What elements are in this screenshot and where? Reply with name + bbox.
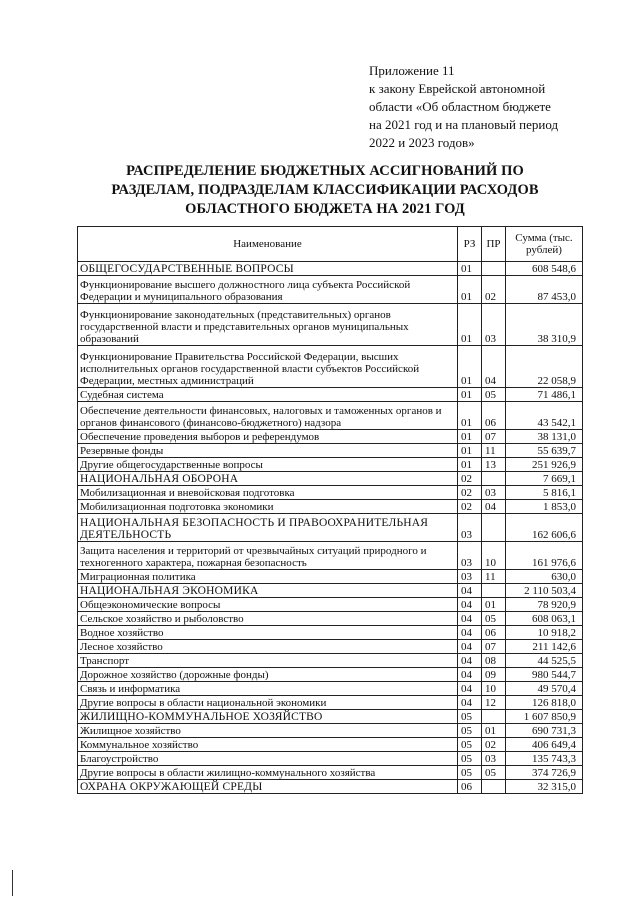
section-row bbox=[78, 780, 583, 794]
table-row bbox=[78, 598, 583, 612]
appendix-line: на 2021 год и на плановый период bbox=[369, 117, 559, 132]
section-row bbox=[78, 710, 583, 724]
cell-sum: 1 853,0 bbox=[506, 500, 583, 514]
cell-name: Водное хозяйство bbox=[78, 626, 458, 640]
cell-rz: 03 bbox=[458, 514, 482, 542]
cell-name: НАЦИОНАЛЬНАЯ БЕЗОПАСНОСТЬ И ПРАВООХРАНИТЕЛЬНАЯ ДЕЯТЕЛЬНОСТЬ bbox=[78, 514, 458, 542]
table-row bbox=[78, 724, 583, 738]
cell-name: Другие вопросы в области жилищно-коммунального хозяйства bbox=[78, 766, 458, 780]
cell-sum: 38 131,0 bbox=[506, 430, 583, 444]
table-row bbox=[78, 738, 583, 752]
cell-pr: 07 bbox=[482, 430, 506, 444]
cell-pr: 04 bbox=[482, 500, 506, 514]
cell-pr: 11 bbox=[482, 570, 506, 584]
cell-sum: 38 310,9 bbox=[506, 304, 583, 346]
cell-rz: 04 bbox=[458, 668, 482, 682]
table-row bbox=[78, 752, 583, 766]
table-row bbox=[78, 766, 583, 780]
cell-name: Лесное хозяйство bbox=[78, 640, 458, 654]
cell-name: Транспорт bbox=[78, 654, 458, 668]
cell-sum: 44 525,5 bbox=[506, 654, 583, 668]
cell-sum: 608 063,1 bbox=[506, 612, 583, 626]
appendix-line: 2022 и 2023 годов» bbox=[369, 135, 475, 150]
cell-pr bbox=[482, 514, 506, 542]
cell-name: Функционирование законодательных (представительных) органов государственной власти и представительных органов муниципальных образований bbox=[78, 304, 458, 346]
table-row bbox=[78, 346, 583, 388]
cell-pr: 08 bbox=[482, 654, 506, 668]
table-row bbox=[78, 486, 583, 500]
cell-name: Дорожное хозяйство (дорожные фонды) bbox=[78, 668, 458, 682]
cell-pr: 05 bbox=[482, 388, 506, 402]
cell-rz: 01 bbox=[458, 402, 482, 430]
table-row bbox=[78, 444, 583, 458]
cell-name: Мобилизационная и вневойсковая подготовка bbox=[78, 486, 458, 500]
table-row bbox=[78, 458, 583, 472]
cell-name: Коммунальное хозяйство bbox=[78, 738, 458, 752]
cell-rz: 01 bbox=[458, 262, 482, 276]
table-row bbox=[78, 612, 583, 626]
cell-pr: 13 bbox=[482, 458, 506, 472]
appendix-line: области «Об областном бюджете bbox=[369, 99, 551, 114]
cell-sum: 630,0 bbox=[506, 570, 583, 584]
table-row bbox=[78, 668, 583, 682]
cell-sum: 251 926,9 bbox=[506, 458, 583, 472]
table-row bbox=[78, 654, 583, 668]
cell-name: Судебная система bbox=[78, 388, 458, 402]
cell-pr: 05 bbox=[482, 612, 506, 626]
cell-name: Обеспечение проведения выборов и референдумов bbox=[78, 430, 458, 444]
cell-rz: 01 bbox=[458, 388, 482, 402]
cell-sum: 135 743,3 bbox=[506, 752, 583, 766]
cell-sum: 608 548,6 bbox=[506, 262, 583, 276]
cell-sum: 10 918,2 bbox=[506, 626, 583, 640]
cell-name: Сельское хозяйство и рыболовство bbox=[78, 612, 458, 626]
cell-rz: 02 bbox=[458, 472, 482, 486]
cell-name: Функционирование Правительства Российской Федерации, высших исполнительных органов государственной власти субъектов Российской Федерации, местных администраций bbox=[78, 346, 458, 388]
cell-pr bbox=[482, 472, 506, 486]
header-pr: ПР bbox=[482, 227, 506, 262]
cell-sum: 7 669,1 bbox=[506, 472, 583, 486]
table-row bbox=[78, 626, 583, 640]
cell-name: Миграционная политика bbox=[78, 570, 458, 584]
cell-sum: 126 818,0 bbox=[506, 696, 583, 710]
section-row bbox=[78, 514, 583, 542]
cell-name: Другие общегосударственные вопросы bbox=[78, 458, 458, 472]
cell-pr: 04 bbox=[482, 346, 506, 388]
cell-pr: 12 bbox=[482, 696, 506, 710]
cell-name: ЖИЛИЩНО-КОММУНАЛЬНОЕ ХОЗЯЙСТВО bbox=[78, 710, 458, 724]
cell-rz: 01 bbox=[458, 304, 482, 346]
cell-name: Функционирование высшего должностного лица субъекта Российской Федерации и муниципального образования bbox=[78, 276, 458, 304]
header-name: Наименование bbox=[78, 227, 458, 262]
cell-name: Общеэкономические вопросы bbox=[78, 598, 458, 612]
title-line: ОБЛАСТНОГО БЮДЖЕТА НА 2021 ГОД bbox=[185, 201, 465, 217]
table-row bbox=[78, 570, 583, 584]
cell-sum: 87 453,0 bbox=[506, 276, 583, 304]
cell-rz: 05 bbox=[458, 766, 482, 780]
cell-name: Мобилизационная подготовка экономики bbox=[78, 500, 458, 514]
cell-rz: 01 bbox=[458, 346, 482, 388]
cell-pr: 05 bbox=[482, 766, 506, 780]
cell-sum: 32 315,0 bbox=[506, 780, 583, 794]
cell-sum: 78 920,9 bbox=[506, 598, 583, 612]
appendix-note bbox=[369, 62, 629, 152]
cell-pr bbox=[482, 780, 506, 794]
cell-name: Защита населения и территорий от чрезвычайных ситуаций природного и техногенного характера, пожарная безопасность bbox=[78, 542, 458, 570]
title-line: РАЗДЕЛАМ, ПОДРАЗДЕЛАМ КЛАССИФИКАЦИИ РАСХОДОВ bbox=[111, 182, 539, 198]
cell-sum: 2 110 503,4 bbox=[506, 584, 583, 598]
cell-name: Жилищное хозяйство bbox=[78, 724, 458, 738]
header-sum: Сумма (тыс. рублей) bbox=[506, 227, 583, 262]
scan-margin-mark bbox=[12, 870, 13, 896]
table-row bbox=[78, 640, 583, 654]
table-row bbox=[78, 304, 583, 346]
header-rz: РЗ bbox=[458, 227, 482, 262]
cell-rz: 05 bbox=[458, 724, 482, 738]
cell-rz: 01 bbox=[458, 430, 482, 444]
table-body bbox=[78, 262, 583, 794]
document-title bbox=[90, 162, 560, 219]
cell-rz: 03 bbox=[458, 542, 482, 570]
cell-pr: 02 bbox=[482, 276, 506, 304]
cell-rz: 05 bbox=[458, 710, 482, 724]
cell-pr: 03 bbox=[482, 486, 506, 500]
cell-sum: 5 816,1 bbox=[506, 486, 583, 500]
cell-name: НАЦИОНАЛЬНАЯ ЭКОНОМИКА bbox=[78, 584, 458, 598]
cell-sum: 55 639,7 bbox=[506, 444, 583, 458]
table-row bbox=[78, 388, 583, 402]
cell-pr: 01 bbox=[482, 724, 506, 738]
cell-rz: 05 bbox=[458, 738, 482, 752]
table-header-row bbox=[78, 227, 583, 262]
cell-rz: 05 bbox=[458, 752, 482, 766]
cell-rz: 01 bbox=[458, 276, 482, 304]
cell-rz: 02 bbox=[458, 500, 482, 514]
section-row bbox=[78, 584, 583, 598]
cell-pr: 02 bbox=[482, 738, 506, 752]
cell-rz: 02 bbox=[458, 486, 482, 500]
table-row bbox=[78, 542, 583, 570]
cell-sum: 22 058,9 bbox=[506, 346, 583, 388]
cell-rz: 04 bbox=[458, 612, 482, 626]
appendix-line: Приложение 11 bbox=[369, 63, 455, 78]
cell-sum: 162 606,6 bbox=[506, 514, 583, 542]
cell-pr: 01 bbox=[482, 598, 506, 612]
cell-pr bbox=[482, 584, 506, 598]
cell-sum: 43 542,1 bbox=[506, 402, 583, 430]
cell-pr: 11 bbox=[482, 444, 506, 458]
cell-sum: 161 976,6 bbox=[506, 542, 583, 570]
cell-pr bbox=[482, 262, 506, 276]
cell-rz: 03 bbox=[458, 570, 482, 584]
cell-pr: 10 bbox=[482, 542, 506, 570]
cell-sum: 1 607 850,9 bbox=[506, 710, 583, 724]
cell-pr bbox=[482, 710, 506, 724]
cell-pr: 06 bbox=[482, 626, 506, 640]
cell-name: НАЦИОНАЛЬНАЯ ОБОРОНА bbox=[78, 472, 458, 486]
cell-sum: 374 726,9 bbox=[506, 766, 583, 780]
cell-name: Благоустройство bbox=[78, 752, 458, 766]
cell-rz: 04 bbox=[458, 682, 482, 696]
cell-name: ОБЩЕГОСУДАРСТВЕННЫЕ ВОПРОСЫ bbox=[78, 262, 458, 276]
cell-rz: 04 bbox=[458, 640, 482, 654]
cell-pr: 03 bbox=[482, 752, 506, 766]
cell-rz: 01 bbox=[458, 444, 482, 458]
cell-name: Резервные фонды bbox=[78, 444, 458, 458]
cell-sum: 49 570,4 bbox=[506, 682, 583, 696]
cell-sum: 406 649,4 bbox=[506, 738, 583, 752]
title-line: РАСПРЕДЕЛЕНИЕ БЮДЖЕТНЫХ АССИГНОВАНИЙ ПО bbox=[126, 163, 524, 179]
cell-rz: 04 bbox=[458, 584, 482, 598]
cell-sum: 980 544,7 bbox=[506, 668, 583, 682]
cell-pr: 06 bbox=[482, 402, 506, 430]
cell-pr: 03 bbox=[482, 304, 506, 346]
section-row bbox=[78, 262, 583, 276]
cell-rz: 04 bbox=[458, 696, 482, 710]
table-row bbox=[78, 402, 583, 430]
cell-name: Обеспечение деятельности финансовых, налоговых и таможенных органов и органов финансового (финансово-бюджетного) надзора bbox=[78, 402, 458, 430]
cell-rz: 01 bbox=[458, 458, 482, 472]
cell-pr: 10 bbox=[482, 682, 506, 696]
appendix-line: к закону Еврейской автономной bbox=[369, 81, 546, 96]
section-row bbox=[78, 472, 583, 486]
table-row bbox=[78, 276, 583, 304]
cell-sum: 690 731,3 bbox=[506, 724, 583, 738]
cell-name: ОХРАНА ОКРУЖАЮЩЕЙ СРЕДЫ bbox=[78, 780, 458, 794]
cell-name: Другие вопросы в области национальной экономики bbox=[78, 696, 458, 710]
cell-name: Связь и информатика bbox=[78, 682, 458, 696]
table-row bbox=[78, 430, 583, 444]
cell-rz: 06 bbox=[458, 780, 482, 794]
cell-pr: 09 bbox=[482, 668, 506, 682]
cell-pr: 07 bbox=[482, 640, 506, 654]
table-row bbox=[78, 500, 583, 514]
cell-rz: 04 bbox=[458, 654, 482, 668]
cell-sum: 71 486,1 bbox=[506, 388, 583, 402]
table-row bbox=[78, 696, 583, 710]
cell-sum: 211 142,6 bbox=[506, 640, 583, 654]
table-row bbox=[78, 682, 583, 696]
cell-rz: 04 bbox=[458, 626, 482, 640]
cell-rz: 04 bbox=[458, 598, 482, 612]
budget-table bbox=[77, 226, 583, 794]
